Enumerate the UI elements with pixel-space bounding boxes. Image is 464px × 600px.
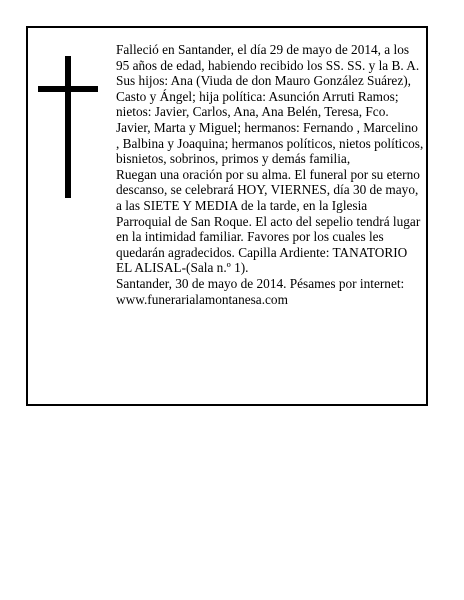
- death-announcement: Falleció en Santander, el día 29 de mayo de 2014, a los 95 años de edad, habiendo recibido los SS. SS. y la B. A.: [116, 42, 420, 73]
- cross-icon: [38, 56, 98, 198]
- obituary-notice: [26, 26, 428, 406]
- notice-body: [116, 42, 424, 307]
- date-and-website: Santander, 30 de mayo de 2014. Pésames por internet: www.funerarialamontanesa.com: [116, 275, 405, 307]
- family-list: Sus hijos: Ana (Viuda de don Mauro González Suárez), Casto y Ángel; hija política: Asunción Arruti Ramos; nietos: Javier, Carlos, Ana, Ana Belén, Teresa, Fco. Javier, Marta y Miguel; hermanos: Fernando , Marcelino , Balbina y Joaquina; hermanos políticos, nietos políticos, bisnietos, sobrinos, primos y demás familia,: [116, 73, 424, 167]
- cross-vertical-bar: [65, 56, 71, 198]
- funeral-details: Ruegan una oración por su alma. El funeral por su eterno descanso, se celebrará HOY, VIERNES, día 30 de mayo, a las SIETE Y MEDIA de la tarde, en la Iglesia Parroquial de San Roque. El acto del sepelio tendrá lugar en la intimidad familiar. Favores por los cuales les quedarán agradecidos. Capilla Ardiente: TANATORIO EL ALISAL-(Sala n.º 1).: [116, 166, 421, 276]
- cross-horizontal-bar: [38, 86, 98, 92]
